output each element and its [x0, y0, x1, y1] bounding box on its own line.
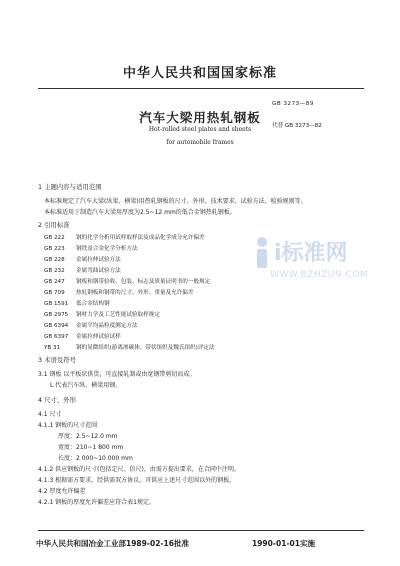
section-3-heading: 3 术语及符号	[38, 356, 77, 364]
definition-3-1-symbol: L 代表汽车纵、横梁用钢。	[50, 382, 122, 389]
clause-4-1: 4.1 尺寸	[38, 411, 62, 418]
length-range: 长度：2 000~10 000 mm	[58, 455, 133, 462]
replaces-standard: 代替 GB 3273—82	[272, 123, 322, 129]
section-2-heading: 2 引用标准	[38, 221, 70, 229]
watermark-logo-icon	[248, 236, 276, 268]
thickness-range: 厚度：2.5~12.0 mm	[58, 433, 118, 440]
doc-title: 汽车大梁用热轧钢板	[139, 110, 261, 125]
reference-item: GB 232 金属弯曲试验方法	[44, 268, 121, 274]
reference-item: GB 223 钢铁及合金化学分析方法	[44, 246, 138, 252]
clause-4-2: 4.2 厚度允许偏差	[38, 488, 86, 495]
definition-3-1: 3.1 钢板 以平板状供货，可直接轧制或由宽钢带剪切而成。	[38, 371, 196, 378]
reference-item: GB 709 热轧钢板和钢带的尺寸、外形、重量及允许偏差	[44, 290, 194, 296]
clause-4-2-1: 4.2.1 钢板的厚度允许偏差应符合表1规定。	[38, 499, 155, 506]
section-4-heading: 4 尺寸、外形	[38, 396, 77, 404]
width-range: 宽度：210~1 800 mm	[58, 444, 124, 451]
footer-rule	[38, 530, 364, 531]
standard-name: 中华人民共和国国家标准	[122, 66, 277, 81]
reference-item: GB 247 钢板和钢带验收、包装、标志及质量证明书的一般规定	[44, 279, 211, 285]
section-1-heading: 1 主题内容与适用范围	[38, 183, 102, 191]
standard-number: GB 3273—89	[272, 101, 314, 107]
clause-4-1-2: 4.1.2 供应钢板的尺寸(包括定尺、倍尺)，由需方提出要求，在合同中注明。	[38, 466, 240, 473]
reference-item: GB 2975 钢材力学及工艺性能试验取样规定	[44, 312, 160, 318]
watermark	[248, 232, 368, 322]
approval-issuer: 中华人民共和国冶金工业部1989-02-16批准	[36, 539, 189, 548]
header-rule	[38, 88, 364, 89]
english-title-line2: for automobile frames	[166, 139, 234, 146]
section-1-paragraph-1: 本标准规定了汽车大梁(纵梁、横梁)用热轧钢板的尺寸、外形、技术要求、试验方法、检验规则等。	[44, 198, 307, 205]
effective-date: 1990-01-01实施	[252, 539, 315, 548]
reference-item: GB 6397 金属拉伸试验试样	[44, 334, 121, 340]
reference-item: GB 222 钢的化学分析用试样取样法及成品化学成分允许偏差	[44, 235, 205, 241]
watermark-site: WWW.BZHZUN.COM	[270, 270, 369, 280]
reference-item: YB 31 钢的显微组织(游离渗碳体、带状组织及魏氏组织)评定法	[44, 345, 215, 351]
clause-4-1-3: 4.1.3 根据需方要求，经供需双方协议，可供应上述尺寸范围以外的钢板。	[38, 477, 236, 484]
watermark-brand: i标准网	[274, 241, 348, 266]
reference-item: GB 6394 金属平均晶粒度测定方法	[44, 323, 138, 329]
clause-4-1-1: 4.1.1 钢板的尺寸范围	[38, 422, 98, 429]
section-1-paragraph-2: 本标准适用于制造汽车大梁用厚度为2.5~12 mm的低合金钢热轧钢板。	[44, 209, 236, 216]
english-title-line1: Hot-rolled steel plates and sheets	[148, 126, 252, 133]
reference-item: GB 228 金属拉伸试验方法	[44, 257, 121, 263]
reference-item: GB 1591 低合金结构钢	[44, 301, 110, 307]
